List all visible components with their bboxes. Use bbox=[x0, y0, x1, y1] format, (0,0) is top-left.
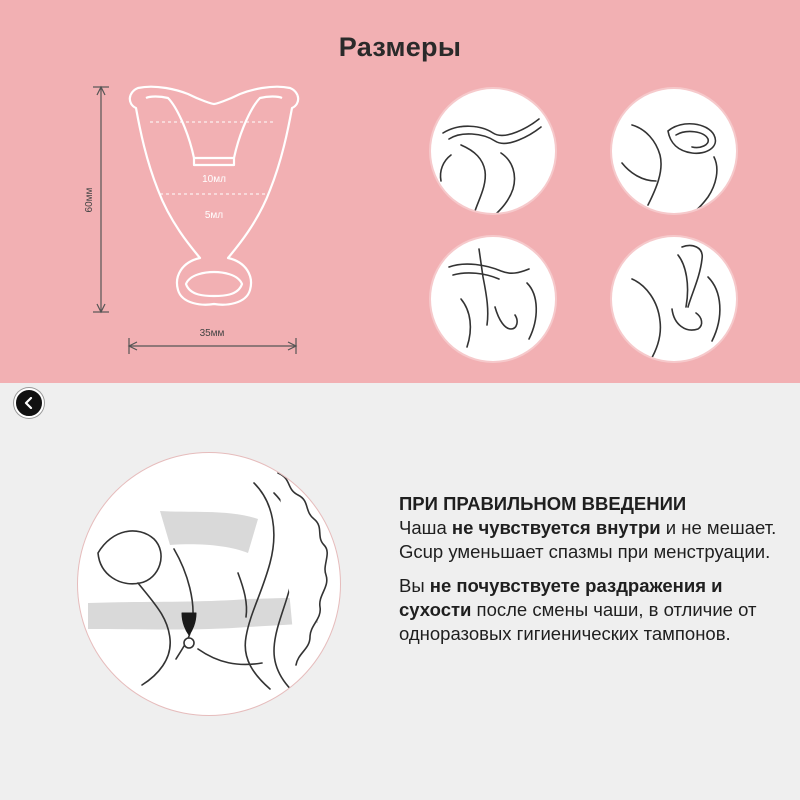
back-button[interactable] bbox=[14, 388, 44, 418]
fold-step-2-illustration bbox=[612, 89, 736, 213]
chevron-left-icon bbox=[23, 397, 35, 409]
fold-step-4-illustration bbox=[612, 237, 736, 361]
height-dimension-line bbox=[93, 87, 109, 312]
sizes-title: Размеры bbox=[338, 32, 462, 62]
info-p2-end: после смены чаши, в отличие от одноразовых гигиенических тампонов. bbox=[399, 599, 757, 644]
cup-size-diagram bbox=[0, 0, 420, 383]
info-paragraph-1 bbox=[399, 492, 779, 564]
fold-step-3-illustration bbox=[431, 237, 555, 361]
info-p2-start: Вы bbox=[399, 575, 430, 596]
fold-step-1-illustration bbox=[431, 89, 555, 213]
width-dimension-line bbox=[129, 338, 296, 354]
height-label: 60мм bbox=[84, 187, 95, 213]
sizes-section bbox=[0, 0, 800, 383]
anatomy-illustration bbox=[78, 453, 340, 715]
volume-5-label: 5мл bbox=[204, 210, 224, 221]
info-p1-bold: не чувствуется внутри bbox=[451, 517, 661, 538]
info-p1-start: Чаша bbox=[399, 517, 452, 538]
cup-outline bbox=[130, 87, 298, 305]
info-p2-bold: не почувствуете раздражения и сухости bbox=[399, 575, 723, 620]
info-text-block bbox=[399, 492, 779, 656]
info-paragraph-2 bbox=[399, 574, 779, 646]
info-heading: ПРИ ПРАВИЛЬНОМ ВВЕДЕНИИ bbox=[399, 493, 687, 514]
width-label: 35мм bbox=[199, 328, 225, 339]
info-p1-end: и не мешает. Gcup уменьшает спазмы при менструации. bbox=[399, 517, 777, 562]
volume-10-label: 10мл bbox=[202, 174, 226, 185]
